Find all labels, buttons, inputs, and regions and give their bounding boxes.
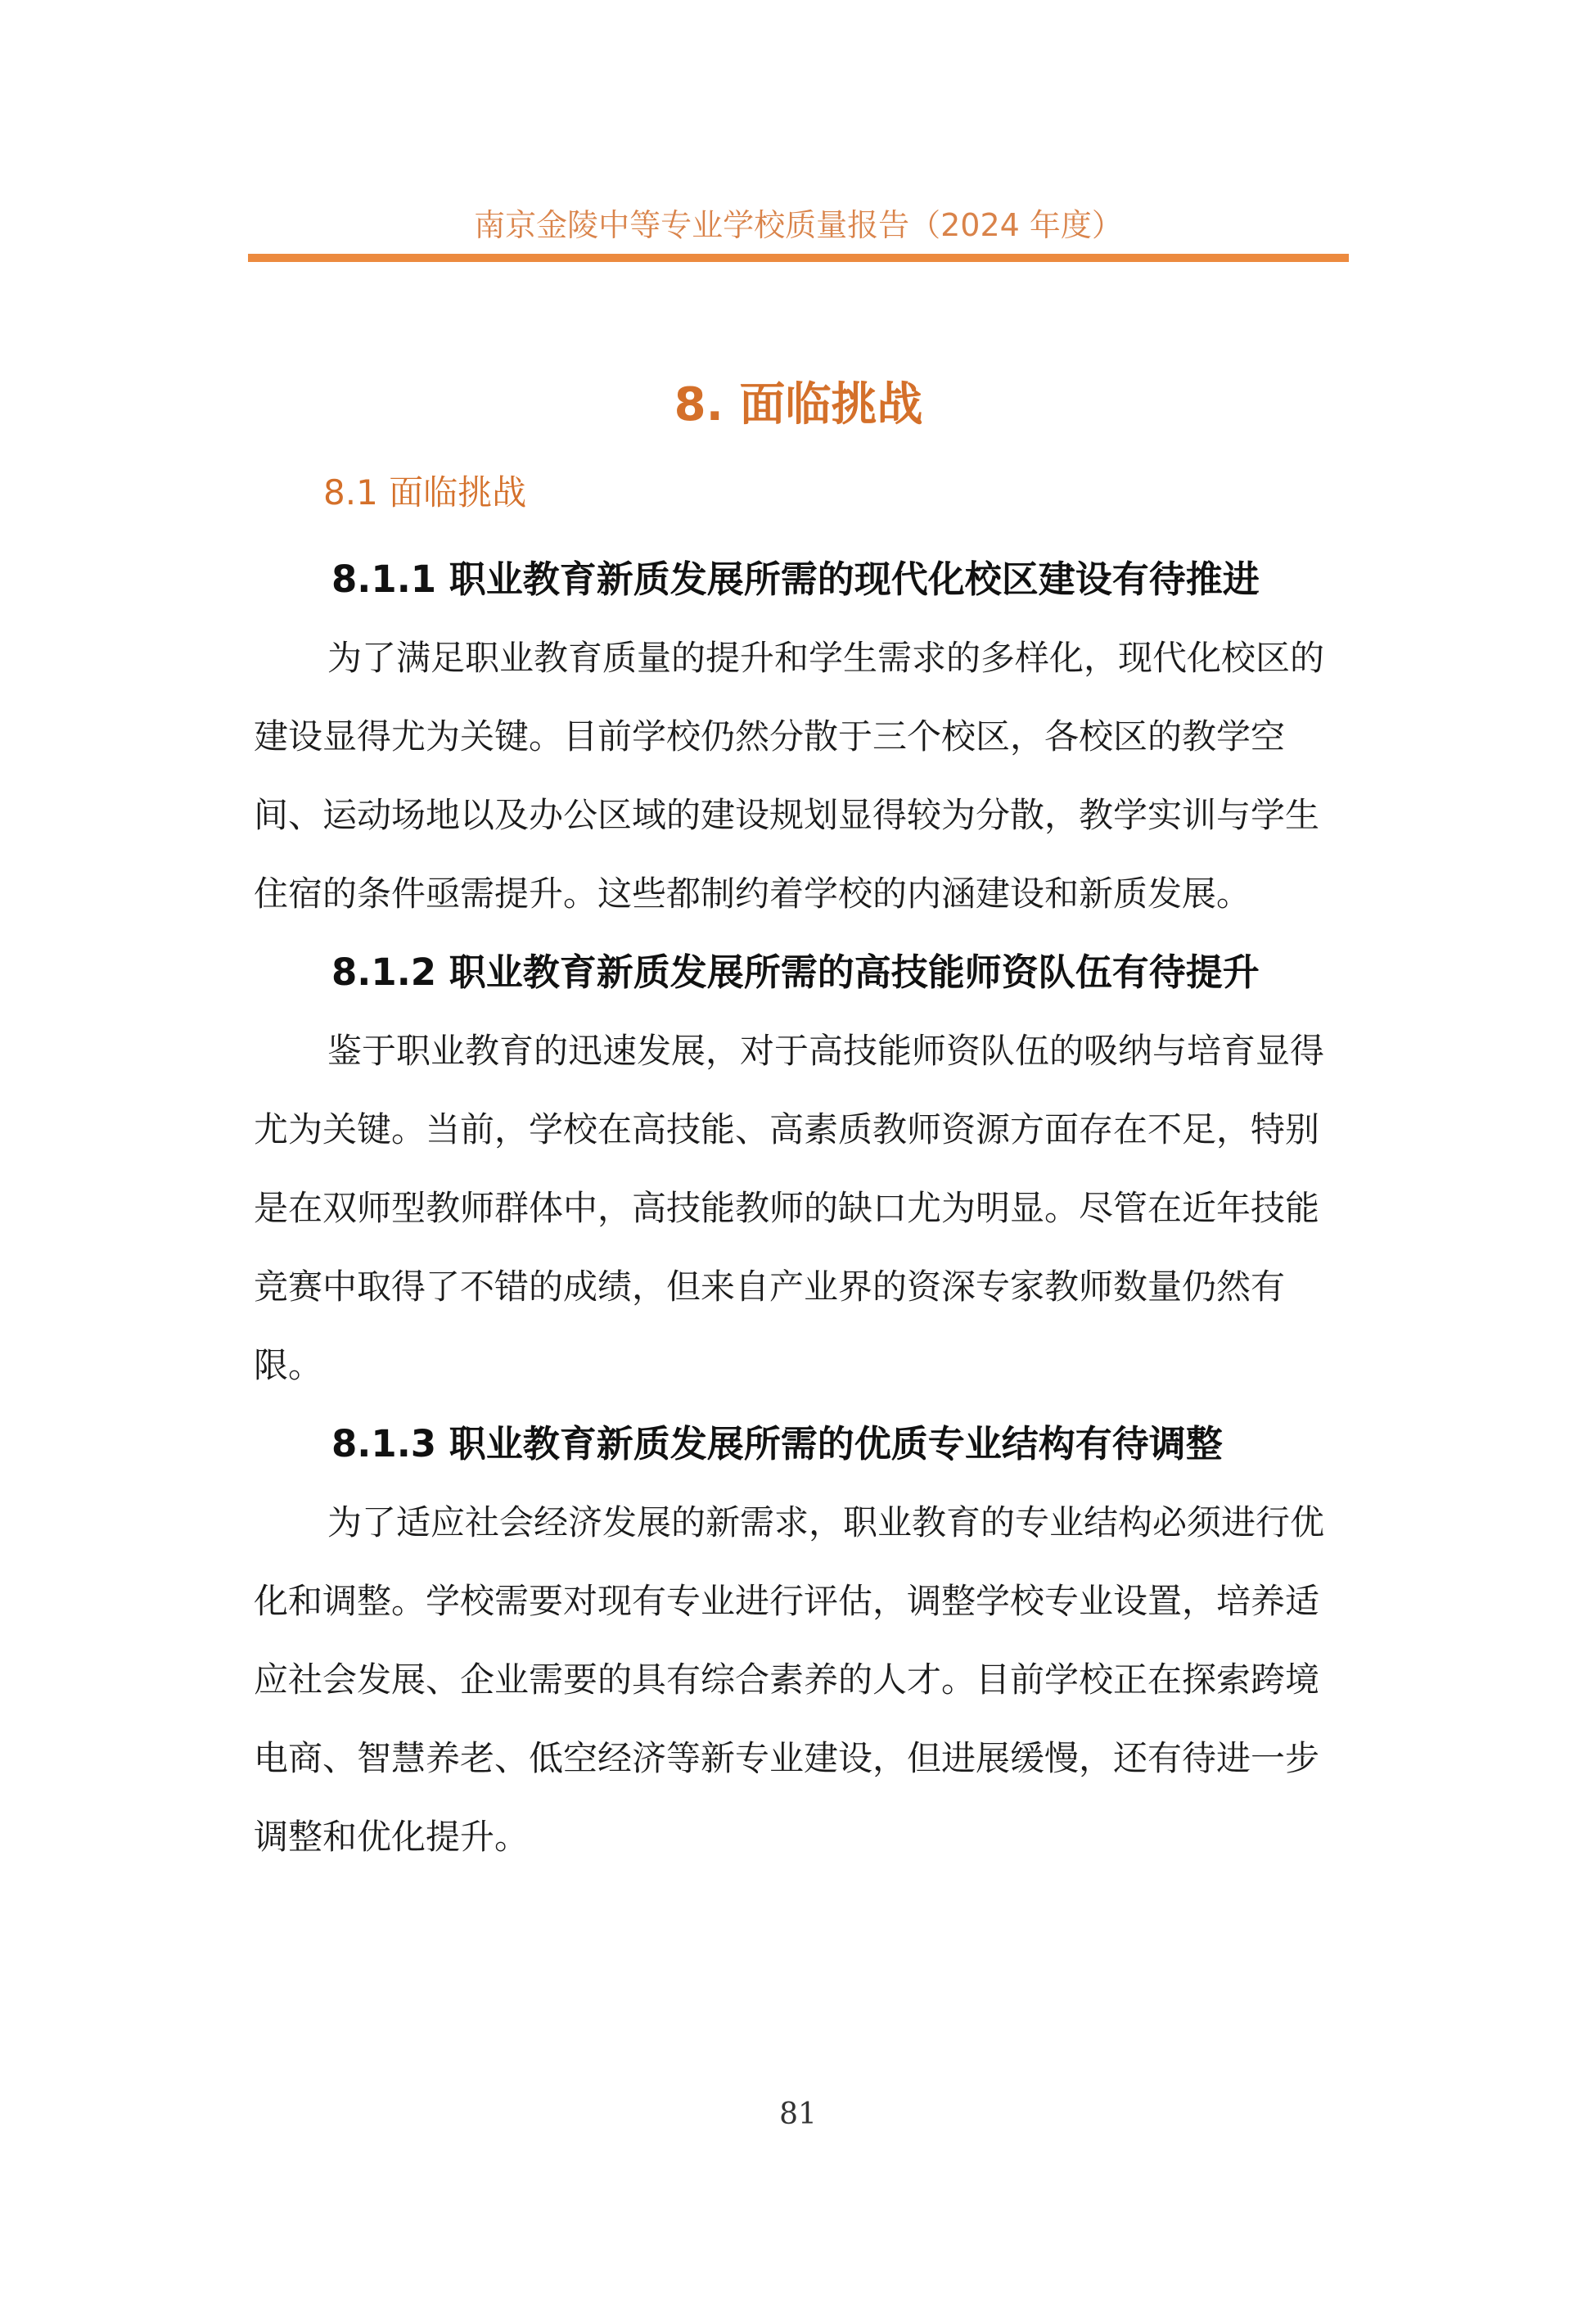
subsection-heading-8-1-2: 8.1.2 职业教育新质发展所需的高技能师资队伍有待提升 [331,951,1260,994]
header-divider [248,254,1349,262]
subsection-body-8-1-1: 为了满足职业教育质量的提升和学生需求的多样化，现代化校区的建设显得尤为关键。目前学校仍然分散于三个校区，各校区的教学空间、运动场地以及办公区域的建设规划显得较为分散，教学实训与学生住宿的条件亟需提升。这些都制约着学校的内涵建设和新质发展。 [254,638,1325,914]
chapter-title: 8. 面临挑战 [674,378,923,431]
subsection-body-8-1-3: 为了适应社会经济发展的新需求，职业教育的专业结构必须进行优化和调整。学校需要对现有专业进行评估，调整学校专业设置，培养适应社会发展、企业需要的具有综合素养的人才。目前学校正在探索跨境电商、智慧养老、低空经济等新专业建设，但进展缓慢，还有待进一步调整和优化提升。 [254,1502,1325,1857]
subsection-body-8-1-2: 鉴于职业教育的迅速发展，对于高技能师资队伍的吸纳与培育显得尤为关键。当前，学校在高技能、高素质教师资源方面存在不足，特别是在双师型教师群体中，高技能教师的缺口尤为明显。尽管在近年技能竞赛中取得了不错的成绩，但来自产业界的资深专家教师数量仍然有限。 [254,1031,1325,1385]
page-number: 81 [779,2097,817,2131]
report-header-title: 南京金陵中等专业学校质量报告（2024 年度） [474,207,1123,243]
section-title: 8.1 面临挑战 [323,472,527,513]
subsection-heading-8-1-3: 8.1.3 职业教育新质发展所需的优质专业结构有待调整 [331,1422,1223,1465]
main-content [254,540,1350,1876]
subsection-heading-8-1-1: 8.1.1 职业教育新质发展所需的现代化校区建设有待推进 [331,558,1260,601]
